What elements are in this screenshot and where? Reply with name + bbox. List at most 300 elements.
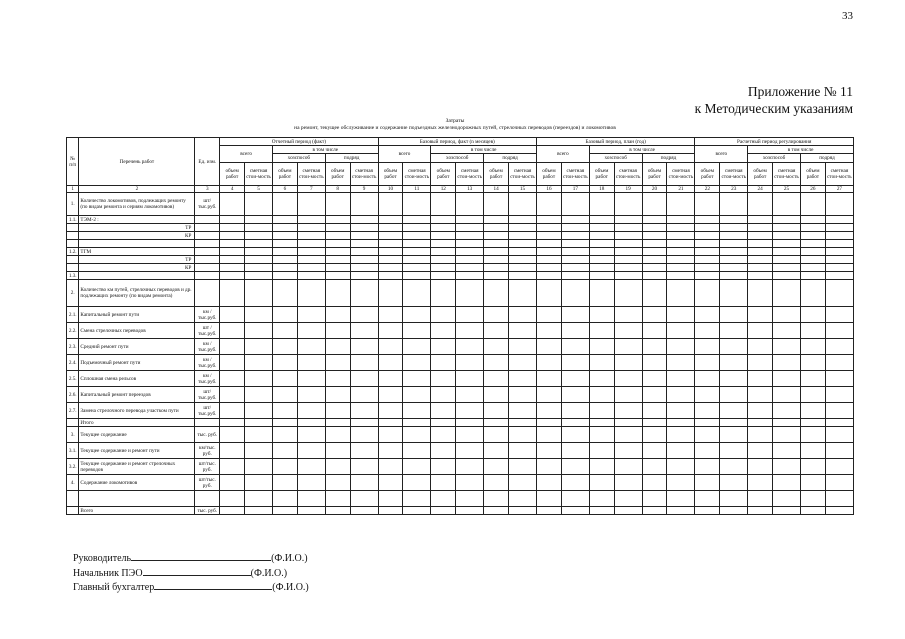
data-cell <box>350 387 378 403</box>
data-cell <box>431 193 456 216</box>
data-cell <box>378 272 403 280</box>
table-row <box>67 232 854 240</box>
data-cell <box>378 232 403 240</box>
data-cell <box>825 232 853 240</box>
data-cell <box>825 507 853 515</box>
data-cell <box>456 339 484 355</box>
data-cell <box>297 248 325 256</box>
data-cell <box>456 248 484 256</box>
row-unit: шт/ тыс.руб. <box>195 193 220 216</box>
row-num: 2.3. <box>67 339 79 355</box>
data-cell <box>484 427 509 443</box>
data-cell <box>403 323 431 339</box>
data-cell <box>456 419 484 427</box>
data-cell <box>245 280 273 307</box>
data-cell <box>456 264 484 272</box>
row-name: КР <box>79 264 195 272</box>
row-num: 3. <box>67 427 79 443</box>
data-cell <box>614 507 642 515</box>
data-cell <box>403 507 431 515</box>
header-volume: объем работ <box>748 163 773 186</box>
data-cell <box>589 491 614 507</box>
header-contract: подряд <box>800 154 853 163</box>
table-row <box>67 419 854 427</box>
data-cell <box>297 240 325 248</box>
header-period-2: Базовый период, факт (n месяцев) <box>378 138 536 146</box>
data-cell <box>350 371 378 387</box>
data-cell <box>378 403 403 419</box>
data-cell <box>403 459 431 475</box>
data-cell <box>748 403 773 419</box>
data-cell <box>695 232 720 240</box>
data-cell <box>456 272 484 280</box>
row-name: ТР <box>79 224 195 232</box>
header-cost: сметная стои-мость <box>508 163 536 186</box>
data-cell <box>667 371 695 387</box>
data-cell <box>561 232 589 240</box>
signature-blank <box>154 580 272 590</box>
data-cell <box>245 371 273 387</box>
data-cell <box>589 224 614 232</box>
data-cell <box>800 475 825 491</box>
data-cell <box>667 248 695 256</box>
data-cell <box>537 419 562 427</box>
data-cell <box>297 355 325 371</box>
data-cell <box>825 419 853 427</box>
header-incl: в том числе <box>748 146 854 154</box>
data-cell <box>220 427 245 443</box>
data-cell <box>272 193 297 216</box>
row-name: ТЭМ-2 : <box>79 216 195 224</box>
data-cell <box>403 371 431 387</box>
data-cell <box>561 248 589 256</box>
data-cell <box>589 427 614 443</box>
data-cell <box>561 403 589 419</box>
table-row <box>67 264 854 272</box>
data-cell <box>825 323 853 339</box>
data-cell <box>297 419 325 427</box>
data-cell <box>378 491 403 507</box>
data-cell <box>378 371 403 387</box>
data-cell <box>695 272 720 280</box>
data-cell <box>773 256 801 264</box>
data-cell <box>378 339 403 355</box>
data-cell <box>825 491 853 507</box>
table-row <box>67 507 854 515</box>
table-row <box>67 248 854 256</box>
signature-role: Руководитель <box>73 553 132 564</box>
appendix-line2: к Методическим указаниям <box>694 101 853 116</box>
data-cell <box>800 232 825 240</box>
data-cell <box>773 280 801 307</box>
data-cell <box>325 459 350 475</box>
data-cell <box>537 232 562 240</box>
data-cell <box>667 403 695 419</box>
data-cell <box>800 256 825 264</box>
data-cell <box>800 193 825 216</box>
header-total: всего <box>378 146 431 163</box>
data-cell <box>825 216 853 224</box>
data-cell <box>748 475 773 491</box>
data-cell <box>825 256 853 264</box>
data-cell <box>720 307 748 323</box>
data-cell <box>642 419 667 427</box>
header-cost: сметная стои-мость <box>614 163 642 186</box>
data-cell <box>800 507 825 515</box>
column-number: 8 <box>325 186 350 193</box>
data-cell <box>508 355 536 371</box>
data-cell <box>297 264 325 272</box>
data-cell <box>773 339 801 355</box>
data-cell <box>614 459 642 475</box>
data-cell <box>773 216 801 224</box>
data-cell <box>431 387 456 403</box>
row-num: 1.1. <box>67 216 79 224</box>
data-cell <box>245 240 273 248</box>
data-cell <box>403 224 431 232</box>
data-cell <box>456 491 484 507</box>
data-cell <box>537 264 562 272</box>
data-cell <box>825 427 853 443</box>
data-cell <box>484 355 509 371</box>
data-cell <box>484 264 509 272</box>
row-name: Текущее содержание и ремонт пути <box>79 443 195 459</box>
data-cell <box>800 355 825 371</box>
column-number: 18 <box>589 186 614 193</box>
data-cell <box>431 371 456 387</box>
data-cell <box>325 232 350 240</box>
data-cell <box>350 240 378 248</box>
column-number: 27 <box>825 186 853 193</box>
data-cell <box>403 475 431 491</box>
data-cell <box>667 355 695 371</box>
data-cell <box>561 256 589 264</box>
data-cell <box>378 264 403 272</box>
header-period-1: Отчетный период (факт) <box>220 138 378 146</box>
data-cell <box>642 459 667 475</box>
data-cell <box>272 339 297 355</box>
data-cell <box>695 427 720 443</box>
column-number: 19 <box>614 186 642 193</box>
header-incl: в том числе <box>589 146 695 154</box>
data-cell <box>667 256 695 264</box>
data-cell <box>508 240 536 248</box>
row-num: 3.1. <box>67 443 79 459</box>
data-cell <box>773 264 801 272</box>
data-cell <box>272 232 297 240</box>
data-cell <box>537 307 562 323</box>
cost-table <box>66 137 854 515</box>
data-cell <box>561 280 589 307</box>
data-cell <box>508 459 536 475</box>
data-cell <box>773 459 801 475</box>
data-cell <box>220 272 245 280</box>
data-cell <box>720 387 748 403</box>
header-cost: сметная стои-мость <box>561 163 589 186</box>
data-cell <box>642 323 667 339</box>
data-cell <box>508 403 536 419</box>
data-cell <box>484 491 509 507</box>
data-cell <box>456 256 484 264</box>
data-cell <box>272 323 297 339</box>
table-row <box>67 307 854 323</box>
data-cell <box>773 224 801 232</box>
column-number: 9 <box>350 186 378 193</box>
header-cost: сметная стои-мость <box>456 163 484 186</box>
data-cell <box>720 339 748 355</box>
data-cell <box>589 403 614 419</box>
row-unit: шт / тыс.руб. <box>195 323 220 339</box>
data-cell <box>825 475 853 491</box>
data-cell <box>245 224 273 232</box>
data-cell <box>825 403 853 419</box>
table-title-line1: Затраты <box>445 118 465 124</box>
data-cell <box>642 475 667 491</box>
data-cell <box>272 507 297 515</box>
data-cell <box>350 491 378 507</box>
data-cell <box>800 491 825 507</box>
header-period-4: Расчетный период регулирования <box>695 138 854 146</box>
row-unit <box>195 264 220 272</box>
data-cell <box>431 248 456 256</box>
column-number: 11 <box>403 186 431 193</box>
data-cell <box>642 264 667 272</box>
row-unit: км / тыс.руб. <box>195 307 220 323</box>
data-cell <box>825 224 853 232</box>
data-cell <box>720 427 748 443</box>
data-cell <box>614 256 642 264</box>
data-cell <box>642 248 667 256</box>
data-cell <box>748 443 773 459</box>
row-name: Подъемочный ремонт пути <box>79 355 195 371</box>
column-number: 7 <box>297 186 325 193</box>
header-cost: сметная стои-мость <box>350 163 378 186</box>
row-unit <box>195 256 220 264</box>
data-cell <box>245 248 273 256</box>
data-cell <box>325 240 350 248</box>
data-cell <box>325 272 350 280</box>
data-cell <box>695 280 720 307</box>
data-cell <box>403 256 431 264</box>
data-cell <box>350 224 378 232</box>
row-unit: км / тыс.руб. <box>195 339 220 355</box>
data-cell <box>667 419 695 427</box>
data-cell <box>667 427 695 443</box>
data-cell <box>748 264 773 272</box>
data-cell <box>456 193 484 216</box>
data-cell <box>589 339 614 355</box>
data-cell <box>484 240 509 248</box>
data-cell <box>825 193 853 216</box>
data-cell <box>325 248 350 256</box>
data-cell <box>800 459 825 475</box>
signature-fio: (Ф.И.О.) <box>272 582 309 593</box>
data-cell <box>484 419 509 427</box>
data-cell <box>748 240 773 248</box>
data-cell <box>667 216 695 224</box>
data-cell <box>220 475 245 491</box>
data-cell <box>297 491 325 507</box>
data-cell <box>484 216 509 224</box>
data-cell <box>350 256 378 264</box>
data-cell <box>272 224 297 232</box>
data-cell <box>325 403 350 419</box>
data-cell <box>642 272 667 280</box>
row-name: Количество км путей, стрелочных переводов и др. подлежащих ремонту (по видам ремонта) <box>79 280 195 307</box>
table-row <box>67 491 854 507</box>
data-cell <box>720 419 748 427</box>
data-cell <box>589 240 614 248</box>
signature-line <box>73 566 287 579</box>
data-cell <box>614 307 642 323</box>
data-cell <box>720 491 748 507</box>
data-cell <box>561 264 589 272</box>
data-cell <box>378 280 403 307</box>
data-cell <box>561 427 589 443</box>
data-cell <box>800 307 825 323</box>
data-cell <box>667 443 695 459</box>
data-cell <box>667 475 695 491</box>
data-cell <box>245 507 273 515</box>
row-name: Содержание локомотивов <box>79 475 195 491</box>
row-unit <box>195 240 220 248</box>
signature-fio: (Ф.И.О.) <box>250 568 288 579</box>
data-cell <box>297 280 325 307</box>
data-cell <box>272 371 297 387</box>
data-cell <box>773 272 801 280</box>
row-num: 3.2. <box>67 459 79 475</box>
row-unit: тыс. руб. <box>195 427 220 443</box>
row-name <box>79 240 195 248</box>
header-volume: объем работ <box>431 163 456 186</box>
data-cell <box>245 264 273 272</box>
row-num: 1.3. <box>67 272 79 280</box>
data-cell <box>220 240 245 248</box>
data-cell <box>325 507 350 515</box>
data-cell <box>773 491 801 507</box>
data-cell <box>800 419 825 427</box>
data-cell <box>350 272 378 280</box>
header-cost: сметная стои-мость <box>773 163 801 186</box>
row-num: 2.4. <box>67 355 79 371</box>
row-name: Количество локомотивов, подлежащих ремонту (по видам ремонта и сериям локомотивов) <box>79 193 195 216</box>
data-cell <box>220 307 245 323</box>
table-row <box>67 403 854 419</box>
table-row <box>67 193 854 216</box>
data-cell <box>220 419 245 427</box>
column-number: 21 <box>667 186 695 193</box>
data-cell <box>642 256 667 264</box>
page-number: 33 <box>842 10 853 22</box>
data-cell <box>614 419 642 427</box>
row-name: ТГМ <box>79 248 195 256</box>
table-row <box>67 371 854 387</box>
data-cell <box>403 216 431 224</box>
data-cell <box>773 193 801 216</box>
data-cell <box>272 403 297 419</box>
column-number: 10 <box>378 186 403 193</box>
data-cell <box>220 507 245 515</box>
column-number: 23 <box>720 186 748 193</box>
data-cell <box>720 256 748 264</box>
data-cell <box>508 491 536 507</box>
data-cell <box>537 387 562 403</box>
data-cell <box>800 387 825 403</box>
data-cell <box>325 193 350 216</box>
data-cell <box>272 248 297 256</box>
data-cell <box>403 248 431 256</box>
column-number: 17 <box>561 186 589 193</box>
data-cell <box>667 264 695 272</box>
row-name <box>79 272 195 280</box>
data-cell <box>800 280 825 307</box>
data-cell <box>245 232 273 240</box>
data-cell <box>614 427 642 443</box>
data-cell <box>614 193 642 216</box>
data-cell <box>403 355 431 371</box>
data-cell <box>272 387 297 403</box>
data-cell <box>456 355 484 371</box>
data-cell <box>508 193 536 216</box>
data-cell <box>431 264 456 272</box>
data-cell <box>800 323 825 339</box>
data-cell <box>325 419 350 427</box>
data-cell <box>695 323 720 339</box>
data-cell <box>720 232 748 240</box>
data-cell <box>220 339 245 355</box>
data-cell <box>325 443 350 459</box>
data-cell <box>748 355 773 371</box>
row-unit <box>195 280 220 307</box>
data-cell <box>561 323 589 339</box>
row-num: 1.2. <box>67 248 79 256</box>
data-cell <box>456 280 484 307</box>
table-row <box>67 387 854 403</box>
data-cell <box>403 387 431 403</box>
data-cell <box>456 323 484 339</box>
row-unit: шт/тыс. руб. <box>195 475 220 491</box>
table-row <box>67 427 854 443</box>
data-cell <box>403 280 431 307</box>
data-cell <box>403 419 431 427</box>
column-number: 26 <box>800 186 825 193</box>
header-cost: сметная стои-мость <box>403 163 431 186</box>
data-cell <box>589 387 614 403</box>
row-unit <box>195 491 220 507</box>
signature-role: Начальник ПЭО <box>73 568 143 579</box>
signature-fio: (Ф.И.О.) <box>271 553 308 564</box>
row-unit: км/тыс. руб. <box>195 443 220 459</box>
data-cell <box>220 264 245 272</box>
data-cell <box>800 443 825 459</box>
data-cell <box>431 272 456 280</box>
data-cell <box>667 491 695 507</box>
data-cell <box>272 272 297 280</box>
header-contract: подряд <box>484 154 537 163</box>
data-cell <box>695 419 720 427</box>
data-cell <box>589 280 614 307</box>
data-cell <box>589 307 614 323</box>
data-cell <box>456 371 484 387</box>
data-cell <box>537 491 562 507</box>
data-cell <box>667 387 695 403</box>
data-cell <box>825 355 853 371</box>
data-cell <box>272 475 297 491</box>
data-cell <box>508 427 536 443</box>
data-cell <box>667 232 695 240</box>
column-number: 6 <box>272 186 297 193</box>
data-cell <box>748 216 773 224</box>
